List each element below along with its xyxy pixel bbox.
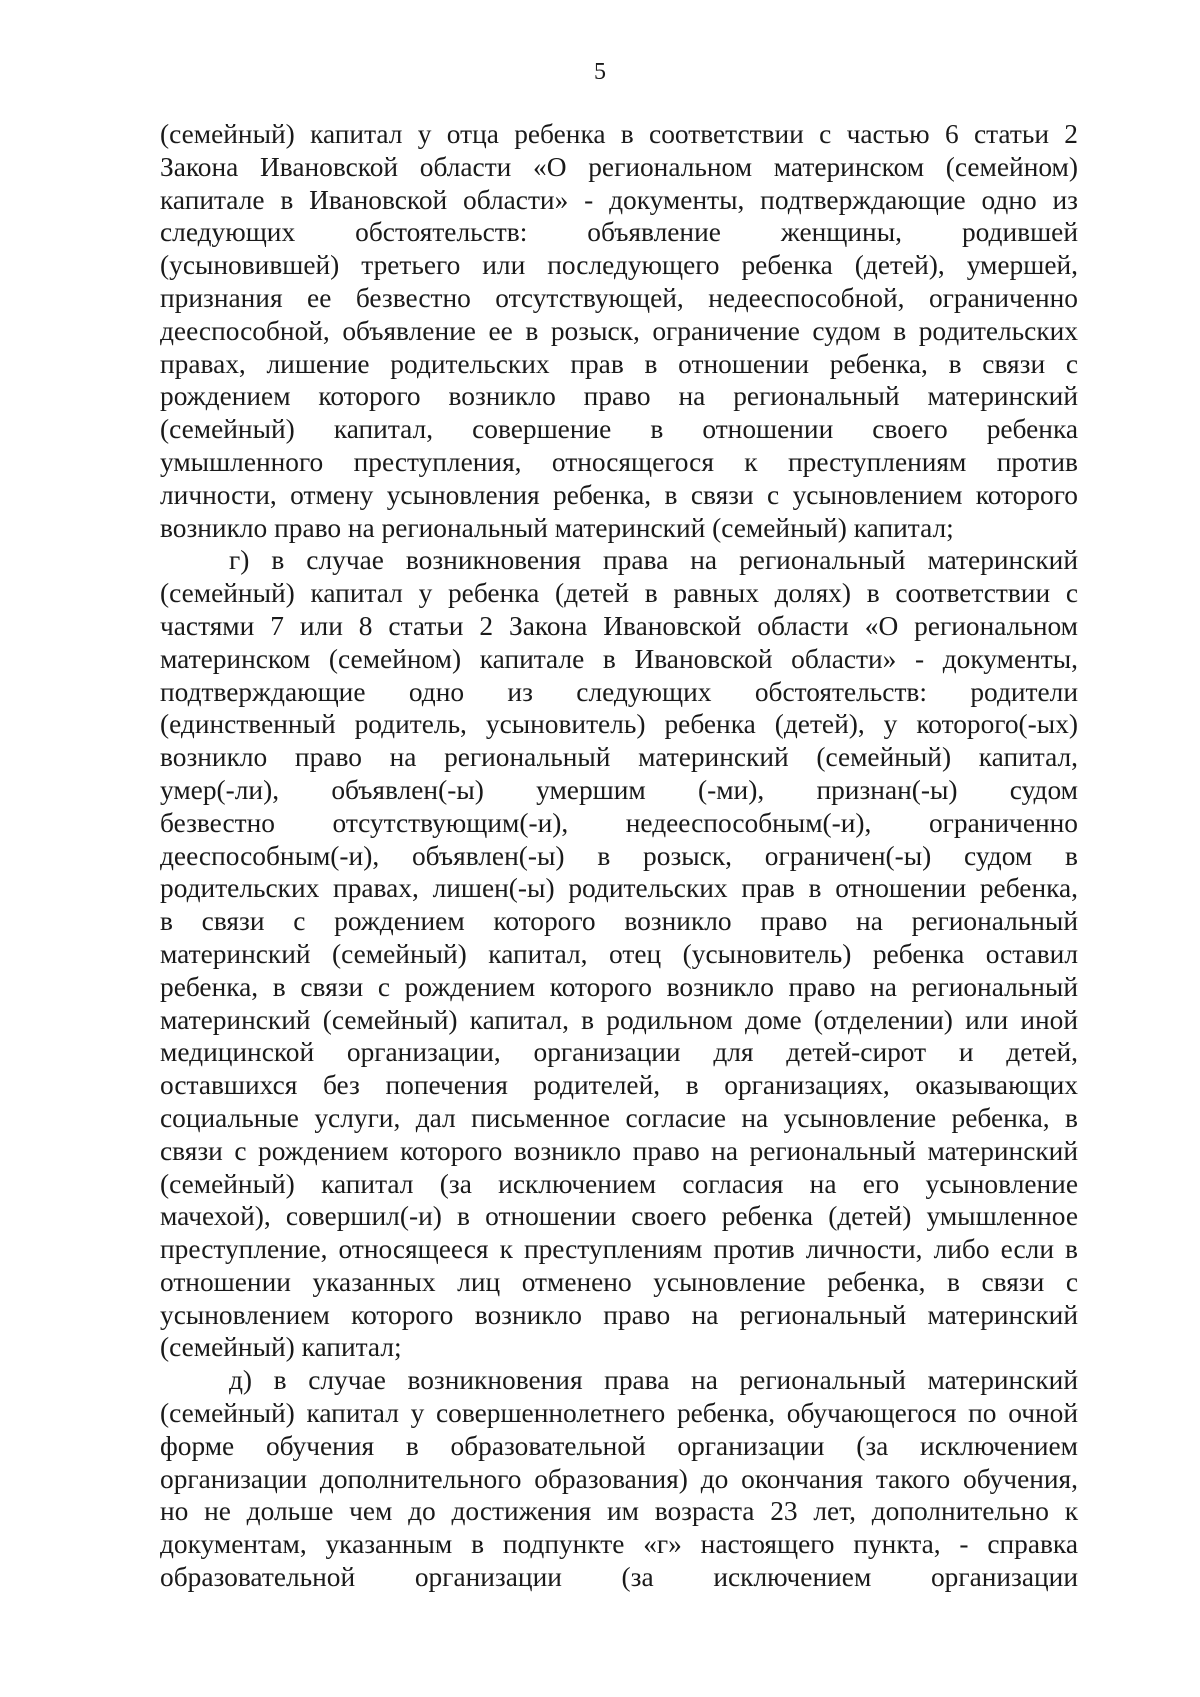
text-line: (усыновившей) третьего или последующего ребенка (детей), умершей,: [160, 250, 1078, 281]
text-line: возникло право на региональный материнский (семейный) капитал;: [160, 512, 954, 543]
text-line: (семейный) капитал;: [160, 1332, 402, 1363]
text-line: отношении указанных лиц отменено усыновление ребенка, в связи с: [160, 1266, 1078, 1297]
text-line: связи с рождением которого возникло право на региональный материнский: [160, 1135, 1078, 1166]
paragraph: [160, 1364, 1078, 1594]
text-line: усыновлением которого возникло право на региональный материнский: [160, 1299, 1078, 1330]
text-line: оставшихся без попечения родителей, в организациях, оказывающих: [160, 1070, 1078, 1101]
text-line: социальные услуги, дал письменное согласие на усыновление ребенка, в: [160, 1102, 1078, 1133]
text-line: родительских правах, лишен(-ы) родительских прав в отношении ребенка,: [160, 873, 1078, 904]
text-line: частями 7 или 8 статьи 2 Закона Ивановской области «О региональном: [160, 610, 1078, 641]
paragraph: [160, 544, 1078, 1364]
text-line: организации дополнительного образования) до окончания такого обучения,: [160, 1463, 1078, 1494]
text-line: в связи с рождением которого возникло право на региональный: [160, 906, 1078, 937]
text-line: умышленного преступления, относящегося к преступлениям против: [160, 446, 1078, 477]
text-line: д) в случае возникновения права на региональный материнский: [229, 1365, 1078, 1396]
text-line: возникло право на региональный материнский (семейный) капитал,: [160, 742, 1078, 773]
text-line: правах, лишение родительских прав в отношении ребенка, в связи с: [160, 348, 1078, 379]
page-number: 5: [594, 59, 606, 85]
text-line: материнский (семейный) капитал, отец (усыновитель) ребенка оставил: [160, 938, 1078, 969]
text-line: образовательной организации (за исключением организации: [160, 1562, 1078, 1593]
text-line: медицинской организации, организации для детей-сирот и детей,: [160, 1037, 1078, 1068]
paragraph: [160, 118, 1078, 544]
text-line: (единственный родитель, усыновитель) ребенка (детей), у которого(-ых): [160, 709, 1078, 740]
text-line: материнский (семейный) капитал, в родильном доме (отделении) или иной: [160, 1004, 1078, 1035]
text-line: (семейный) капитал у отца ребенка в соответствии с частью 6 статьи 2: [160, 119, 1078, 149]
text-line: мачехой), совершил(-и) в отношении своего ребенка (детей) умышленное: [160, 1201, 1078, 1232]
text-line: дееспособной, объявление ее в розыск, ограничение судом в родительских: [160, 315, 1078, 346]
text-line: безвестно отсутствующим(-и), недееспособным(-и), ограниченно: [160, 807, 1078, 838]
text-line: признания ее безвестно отсутствующей, недееспособной, ограниченно: [160, 282, 1078, 313]
text-line: форме обучения в образовательной организации (за исключением: [160, 1430, 1078, 1461]
text-line: рождением которого возникло право на региональный материнский: [160, 381, 1078, 412]
text-line: дееспособным(-и), объявлен(-ы) в розыск, ограничен(-ы) судом в: [160, 840, 1078, 871]
text-line: умер(-ли), объявлен(-ы) умершим (-ми), признан(-ы) судом: [160, 774, 1078, 805]
text-line: ребенка, в связи с рождением которого возникло право на региональный: [160, 971, 1078, 1002]
text-line: подтверждающие одно из следующих обстоятельств: родители: [160, 676, 1078, 707]
text-line: преступление, относящееся к преступлениям против личности, либо если в: [160, 1234, 1078, 1265]
text-line: документам, указанным в подпункте «г» настоящего пункта, - справка: [160, 1529, 1078, 1560]
text-line: но не дольше чем до достижения им возраста 23 лет, дополнительно к: [160, 1496, 1078, 1527]
text-line: г) в случае возникновения права на региональный материнский: [229, 545, 1078, 576]
text-line: (семейный) капитал у совершеннолетнего ребенка, обучающегося по очной: [160, 1398, 1078, 1429]
text-line: материнском (семейном) капитале в Ивановской области» - документы,: [160, 643, 1078, 674]
text-line: (семейный) капитал у ребенка (детей в равных долях) в соответствии с: [160, 578, 1078, 609]
text-line: следующих обстоятельств: объявление женщины, родившей: [160, 217, 1078, 248]
text-line: (семейный) капитал, совершение в отношении своего ребенка: [160, 414, 1078, 445]
text-line: (семейный) капитал (за исключением согласия на его усыновление: [160, 1168, 1078, 1199]
document-body: [160, 118, 1078, 1594]
text-line: Закона Ивановской области «О региональном материнском (семейном): [160, 151, 1078, 182]
text-line: капитале в Ивановской области» - документы, подтверждающие одно из: [160, 184, 1078, 215]
text-line: личности, отмену усыновления ребенка, в связи с усыновлением которого: [160, 479, 1078, 510]
